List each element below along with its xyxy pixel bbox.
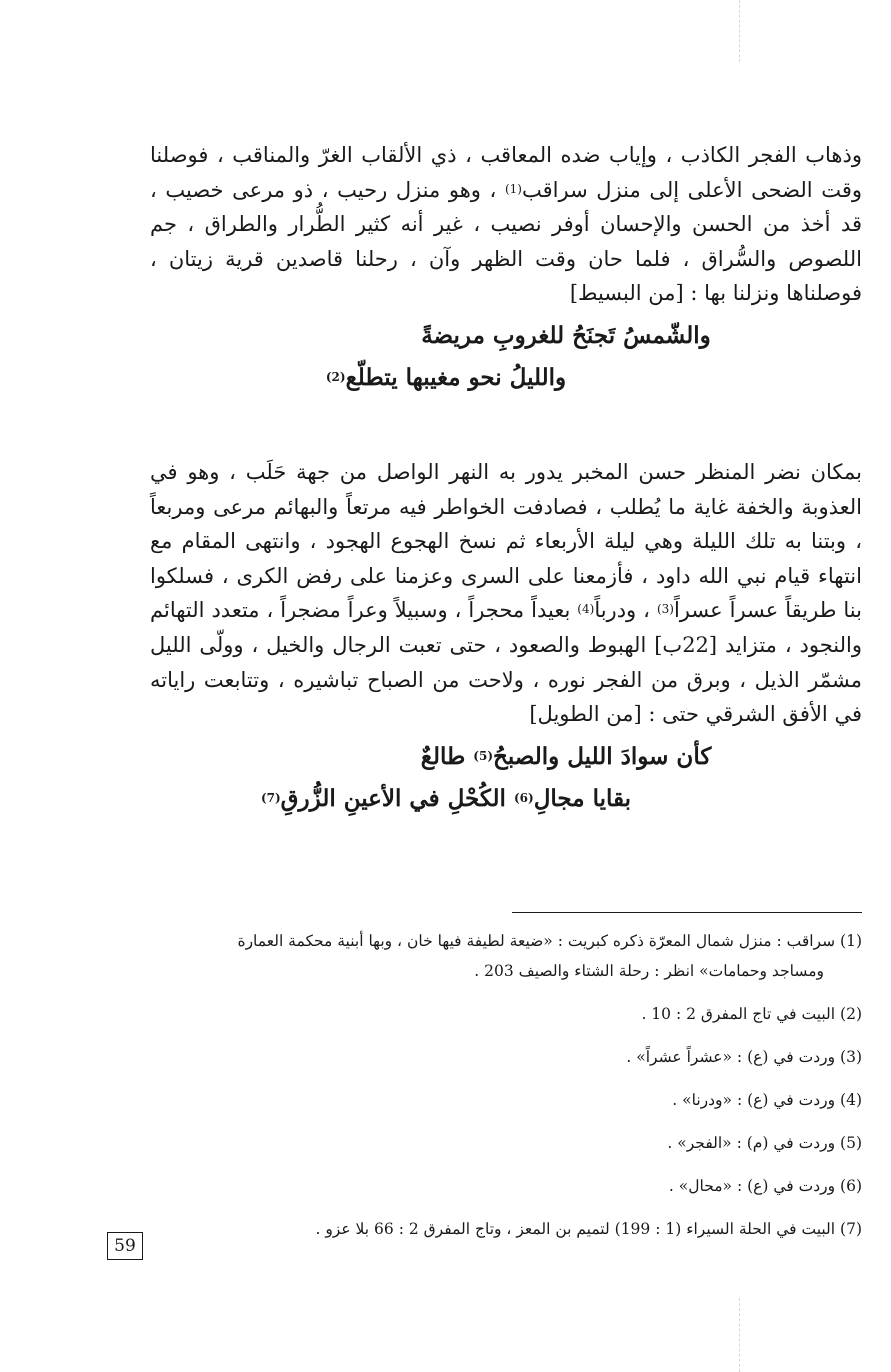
verse-2-hemistich-1-text-b: طالعٌ: [420, 742, 466, 770]
paragraph-2-text-a: بمكان نضر المنظر حسن المخبر يدور به النهر الواصل من جهة حَلَب ، وهو في العذوبة والخفة غاية ما يُطلب ، فصادفت الخواطر فيه مرتعاً والبهائم مرعى ومربعاً ، وبتنا به تلك الليلة وهي ليلة الأربعاء ثم نسخ الهجوع الهجود ، وانتهى المقام مع انتهاء قيام نبي الله داود ، فأزمعنا على السرى وعزمنا على رفض الكرى ، فسلكوا بنا طريقاً عسراً عسراً: [150, 459, 862, 623]
gutter-mark-top: [739, 0, 740, 62]
footnote-ref-1: (1): [504, 181, 522, 196]
verse-2-hemistich-1-text-a: كأن سوادَ الليل والصبحُ: [493, 742, 712, 770]
verse-2-hemistich-2-text-a: بقايا مجالِ: [533, 784, 632, 812]
paragraph-1: [150, 138, 862, 311]
footnotes: [150, 926, 862, 1244]
paragraph-2-text-b: ، ودرباً: [594, 598, 650, 623]
section-gap: [150, 399, 862, 455]
footnote-separator: [512, 912, 862, 913]
footnote-1: (1) سراقب : منزل شمال المعرّة ذكره كبريت : «ضيعة لطيفة فيها خان ، وبها أبنية محكمة العمارة: [237, 932, 862, 950]
paragraph-2-text-c: بعيداً محجراً ، وسبيلاً وعراً مضجراً ، متعدد التهائم والنجود ، متزايد [22ب] الهبوط والصعود ، حتى تعبت الرجال والخيل ، وولّى الليل مشمّر الذيل ، وبرق من الفجر نوره ، ولاحت من الصباح تباشيره ، وتتابعت راياته في الأفق الشرقي حتى : [من الطويل]: [150, 598, 863, 727]
footnote-ref-7: (7): [260, 790, 281, 805]
footnote-1-continued: ومساجد وحمامات» انظر : رحلة الشتاء والصيف 203 .: [474, 962, 824, 980]
paragraph-1-text-b: ، وهو منزل رحيب ، ذو مرعى خصيب ، قد أخذ من الحسن والإحسان أوفر نصيب ، غير أنه كثير الطُّرار والطراق ، جم اللصوص والسُّراق ، فلما حان وقت الظهر وآن ، رحلنا قاصدين قرية زيتان ، فوصلناها ونزلنا بها : [من البسيط]: [150, 177, 862, 306]
footnote-4: (4) وردت في (ع) : «ودرنا» .: [672, 1091, 862, 1109]
verse-2: [150, 736, 862, 820]
verse-1-hemistich-2-text: والليلُ نحو مغيبها يتطلّع: [345, 363, 567, 391]
footnote-ref-5: (5): [473, 748, 494, 763]
verse-2-hemistich-1: [150, 736, 862, 778]
footnote-ref-3: (3): [656, 602, 674, 617]
paragraph-2: [150, 455, 862, 732]
verse-1-hemistich-1: والشّمسُ تَجنَحُ للغروبِ مريضةً: [421, 321, 711, 349]
verse-2-hemistich-2-text-b: الكُحْلِ في الأعينِ الزُّرقِ: [280, 784, 506, 812]
footnote-7: (7) البيت في الحلة السيراء (1 : 199) لتميم بن المعز ، وتاج المفرق 2 : 66 بلا عزو .: [315, 1220, 862, 1238]
footnote-6: (6) وردت في (ع) : «محال» .: [668, 1177, 862, 1195]
gutter-mark-bottom: [739, 1298, 740, 1372]
verse-2-hemistich-2: [150, 778, 862, 820]
footnote-2: (2) البيت في تاج المفرق 2 : 10 .: [641, 1005, 862, 1023]
verse-1: [150, 315, 862, 399]
footnote-3: (3) وردت في (ع) : «عشراً عشراً» .: [626, 1048, 862, 1066]
paragraph-1-text-a: وذهاب الفجر الكاذب ، وإياب ضده المعاقب ، ذي الألقاب الغرّ والمناقب ، فوصلنا وقت الضحى الأعلى إلى منزل سراقب: [150, 143, 862, 202]
page-body: [150, 138, 862, 820]
page-number: 59: [107, 1232, 143, 1260]
footnote-ref-4: (4): [577, 602, 595, 617]
footnote-ref-6: (6): [513, 790, 534, 805]
footnote-5: (5) وردت في (م) : «الفجر» .: [667, 1134, 862, 1152]
verse-1-hemistich-2: [150, 357, 862, 399]
footnote-ref-2: (2): [325, 369, 346, 384]
